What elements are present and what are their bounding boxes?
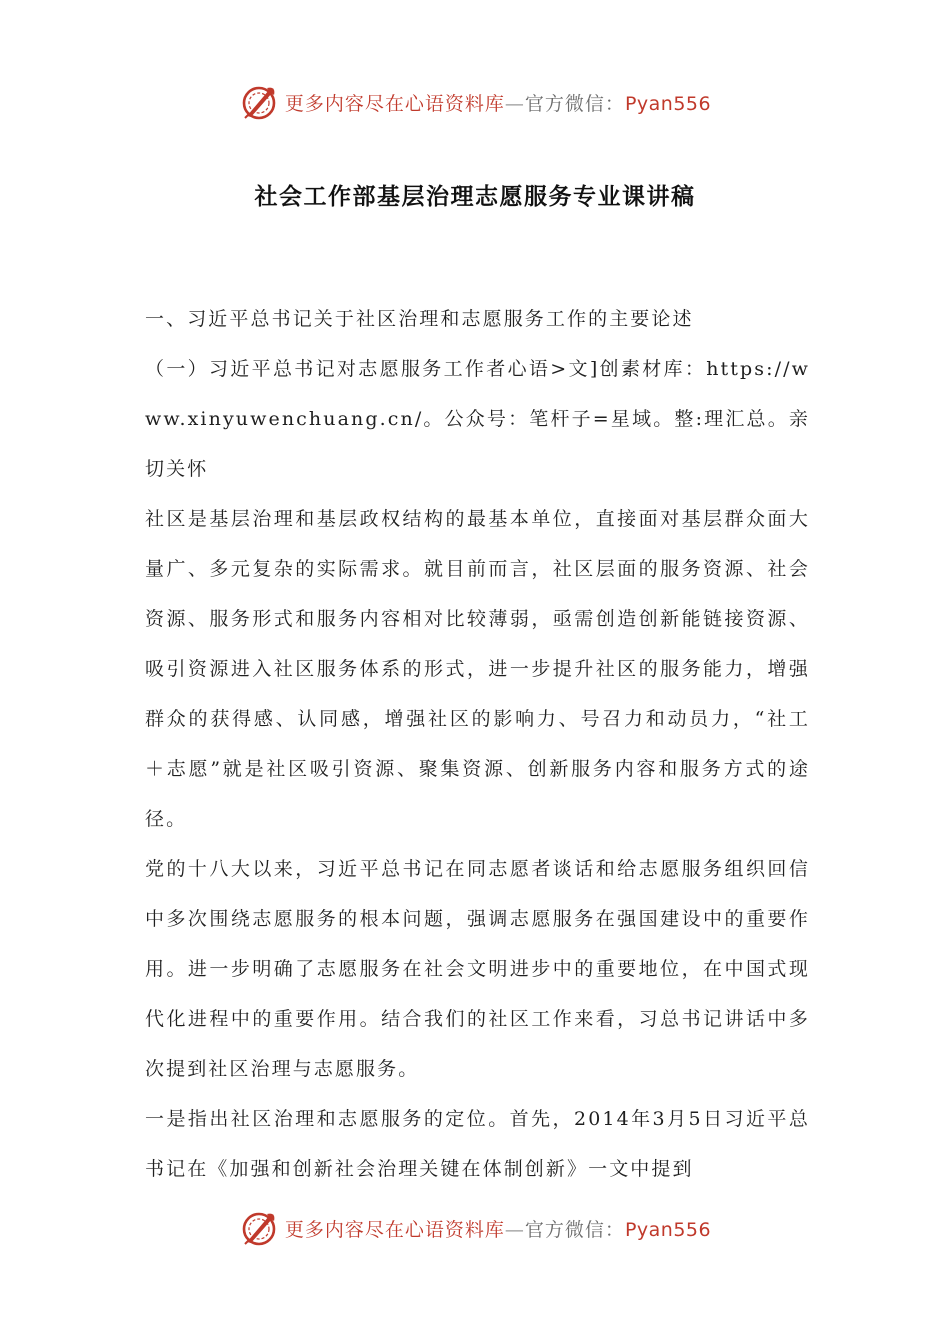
quill-pen-circle-icon — [239, 82, 279, 122]
banner-brand: 更多内容尽在心语资料库 — [284, 1218, 505, 1241]
banner-separator: — — [504, 92, 525, 115]
banner-content — [239, 1208, 711, 1248]
quill-pen-circle-icon — [239, 1208, 279, 1248]
banner-label: 官方微信： — [524, 92, 625, 115]
document-body — [145, 294, 810, 1194]
banner-label: 官方微信： — [524, 1218, 625, 1241]
section-heading: 一、习近平总书记关于社区治理和志愿服务工作的主要论述 — [145, 308, 694, 330]
body-paragraph: 党的十八大以来，习近平总书记在同志愿者谈话和给志愿服务组织回信中多次围绕志愿服务的根本问题，强调志愿服务在强国建设中的重要作用。进一步明确了志愿服务在社会文明进步中的重要地位，在中国式现代化进程中的重要作用。结合我们的社区工作来看，习总书记讲话中多次提到社区治理与志愿服务。 — [145, 858, 810, 1080]
footer-banner — [0, 1206, 950, 1250]
body-paragraph: 一是指出社区治理和志愿服务的定位。首先，2014年3月5日习近平总书记在《加强和创新社会治理关键在体制创新》一文中提到 — [145, 1108, 810, 1180]
body-paragraph: 社区是基层治理和基层政权结构的最基本单位，直接面对基层群众面大量广、多元复杂的实际需求。就目前而言，社区层面的服务资源、社会资源、服务形式和服务内容相对比较薄弱，亟需创造创新能链接资源、吸引资源进入社区服务体系的形式，进一步提升社区的服务能力，增强群众的获得感、认同感，增强社区的影响力、号召力和动员力，“社工＋志愿”就是社区吸引资源、聚集资源、创新服务内容和服务方式的途径。 — [145, 508, 810, 830]
banner-handle: Pyan556 — [624, 1218, 712, 1241]
banner-content — [239, 82, 711, 122]
subsection-heading: （一）习近平总书记对志愿服务工作者心语>文]创素材库：https://www.xinyuwenchuang.cn/。公众号：笔杆子=星域。整:理汇总。亲切关怀 — [145, 358, 810, 480]
banner-handle: Pyan556 — [624, 92, 712, 115]
banner-text — [285, 89, 711, 116]
header-banner — [0, 80, 950, 124]
document-title: 社会工作部基层治理志愿服务专业课讲稿 — [254, 184, 696, 210]
banner-text — [285, 1215, 711, 1242]
banner-brand: 更多内容尽在心语资料库 — [284, 92, 505, 115]
banner-separator: — — [504, 1218, 525, 1241]
